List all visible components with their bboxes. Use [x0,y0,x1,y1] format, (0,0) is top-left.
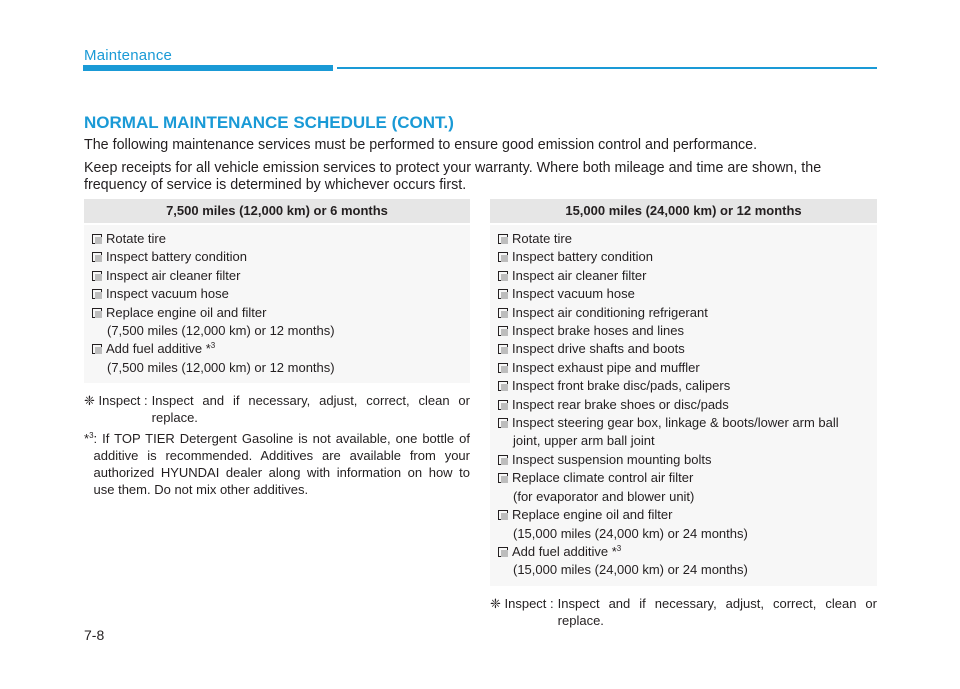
list-item: Inspect rear brake shoes or disc/pads [498,396,869,414]
note-fuel-additive: *$^3$ : If TOP TIER Detergent Gasoline is not available, one bottle of additive is recommended. Additives are available from your authorized HYUNDAI dealer along with information on how to use them. Do not mix other additives. [84,431,470,498]
intro-paragraph-2: Keep receipts for all vehicle emission services to protect your warranty. Where both mileage and time are shown, the frequency of service is determined by whichever occurs first. [84,160,822,193]
checkbox-icon [498,289,508,299]
checkbox-icon [92,271,102,281]
list-item: Inspect air cleaner filter [498,267,869,285]
list-item: Add fuel additive *$^3$ [498,543,869,561]
header-rule-thin [337,67,877,69]
list-item: Inspect vacuum hose [498,285,869,303]
list-item: Inspect battery condition [92,248,462,266]
checkbox-icon [498,308,508,318]
note-inspect: ❈ Inspect : Inspect and if necessary, adjust, correct, clean or replace. [490,595,877,628]
schedule-title: 7,500 miles (12,000 km) or 6 months [84,199,470,223]
section-label: Maintenance [84,47,173,64]
checkbox-icon [498,418,508,428]
checkbox-icon [498,271,508,281]
checkbox-icon [498,473,508,483]
intro-paragraph-1: The following maintenance services must be performed to ensure good emission control and performance. [84,137,758,153]
checkbox-icon [498,363,508,373]
list-item: Inspect drive shafts and boots [498,340,869,358]
checkbox-icon [92,252,102,262]
page-heading: NORMAL MAINTENANCE SCHEDULE (CONT.) [84,113,454,132]
list-item: Replace engine oil and filter [92,304,462,322]
list-item: Replace engine oil and filter [498,506,869,524]
checkbox-icon [498,344,508,354]
list-item: Inspect suspension mounting bolts [498,451,869,469]
checkbox-icon [92,344,102,354]
list-item: Add fuel additive *$^3$ [92,340,462,358]
list-item: Inspect battery condition [498,248,869,266]
checkbox-icon [498,455,508,465]
checkbox-icon [498,400,508,410]
header-rule-thick [83,65,333,71]
schedule-list [84,225,470,383]
notes [84,392,470,498]
oil-interval: (7,500 miles (12,000 km) or 12 months) [107,323,335,339]
list-item: Inspect front brake disc/pads, calipers [498,377,869,395]
schedule-7500 [84,199,470,502]
checkbox-icon [92,308,102,318]
checkbox-icon [498,510,508,520]
list-item: Replace climate control air filter [498,469,869,487]
list-item: Inspect brake hoses and lines [498,322,869,340]
checkbox-icon [498,381,508,391]
checkbox-icon [498,326,508,336]
list-item: Inspect exhaust pipe and muffler [498,359,869,377]
checkbox-icon [92,289,102,299]
checkbox-icon [498,234,508,244]
notes [490,595,877,629]
note-inspect: ❈ Inspect : Inspect and if necessary, adjust, correct, clean or replace. [84,393,470,426]
schedule-15000 [490,199,877,633]
schedule-list [490,225,877,586]
filter-detail: (for evaporator and blower unit) [513,488,695,504]
checkbox-icon [92,234,102,244]
list-item: Inspect steering gear box, linkage & boots/lower arm ball joint, upper arm ball joint [498,414,869,451]
schedule-title: 15,000 miles (24,000 km) or 12 months [490,199,877,223]
checkbox-icon [498,252,508,262]
list-item: Inspect air cleaner filter [92,267,462,285]
list-item: Rotate tire [92,230,462,248]
fuel-interval: (15,000 miles (24,000 km) or 24 months) [513,562,748,578]
page-number: 7-8 [84,627,105,643]
list-item: Inspect vacuum hose [92,285,462,303]
checkbox-icon [498,547,508,557]
oil-interval: (15,000 miles (24,000 km) or 24 months) [513,525,748,541]
list-item: Inspect air conditioning refrigerant [498,304,869,322]
list-item: Rotate tire [498,230,869,248]
fuel-interval: (7,500 miles (12,000 km) or 12 months) [107,359,335,375]
